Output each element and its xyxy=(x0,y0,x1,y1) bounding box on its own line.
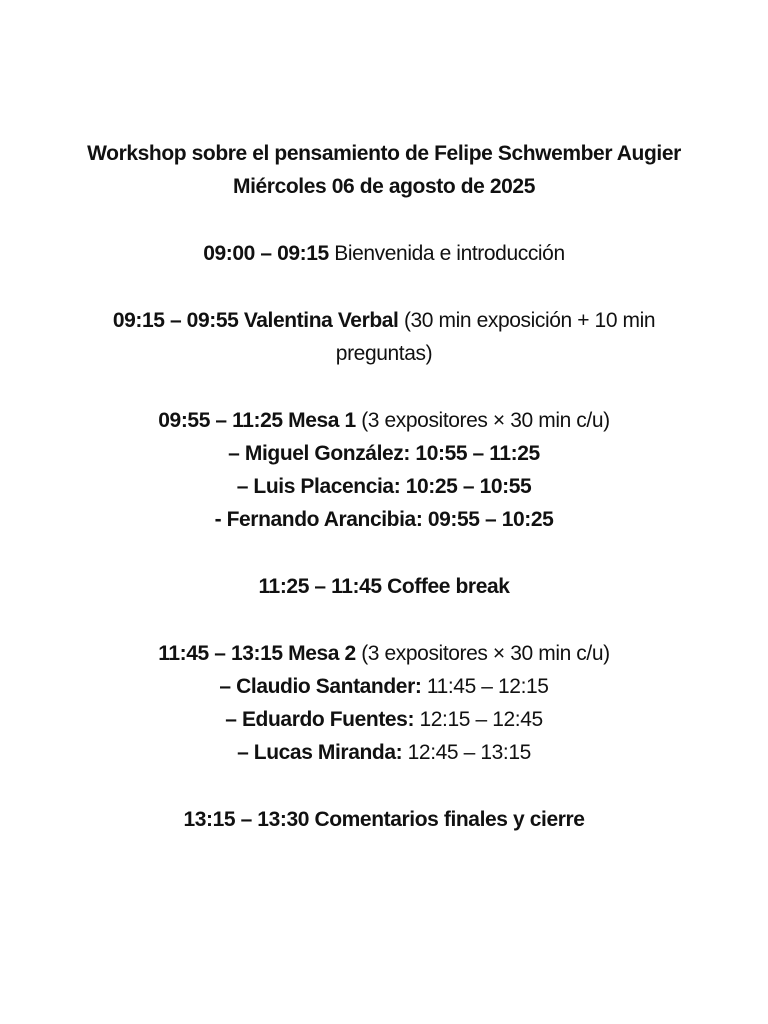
mesa2-heading-line xyxy=(0,637,768,670)
spacer xyxy=(0,203,768,237)
schedule-item-keynote xyxy=(64,304,704,370)
mesa1-detail: (3 expositores × 30 min c/u) xyxy=(361,409,610,432)
spacer xyxy=(0,536,768,570)
mesa1-speaker: - Fernando Arancibia: 09:55 – 10:25 xyxy=(214,508,554,531)
mesa2-speaker xyxy=(0,703,768,736)
mesa2-heading: 11:45 – 13:15 Mesa 2 xyxy=(158,642,356,665)
mesa1-heading: 09:55 – 11:25 Mesa 1 xyxy=(158,409,356,432)
speaker-name: – Eduardo Fuentes: xyxy=(225,708,415,731)
spacer xyxy=(0,603,768,637)
event-date: Miércoles 06 de agosto de 2025 xyxy=(233,175,535,198)
keynote-time-speaker: 09:15 – 09:55 Valentina Verbal xyxy=(112,309,399,332)
welcome-label: Bienvenida e introducción xyxy=(334,242,565,265)
mesa2-detail: (3 expositores × 30 min c/u) xyxy=(361,642,610,665)
schedule-item-welcome xyxy=(0,237,768,270)
coffee-break: 11:25 – 11:45 Coffee break xyxy=(258,575,510,598)
speaker-name: – Lucas Miranda: xyxy=(237,741,403,764)
document-title: Workshop sobre el pensamiento de Felipe Schwember Augier xyxy=(87,142,681,165)
spacer xyxy=(0,370,768,404)
mesa2-speaker xyxy=(0,670,768,703)
spacer xyxy=(0,270,768,304)
mesa1-speaker: – Luis Placencia: 10:25 – 10:55 xyxy=(236,475,532,498)
program-document xyxy=(0,137,768,836)
speaker-time: 12:45 – 13:15 xyxy=(407,741,531,764)
mesa1-heading-line xyxy=(0,404,768,437)
keynote-detail: (30 min exposición + 10 min preguntas) xyxy=(335,309,656,365)
closing-remarks: 13:15 – 13:30 Comentarios finales y cierre xyxy=(183,808,585,831)
mesa1-speaker: – Miguel González: 10:55 – 11:25 xyxy=(228,442,540,465)
mesa2-speaker xyxy=(0,736,768,769)
speaker-time: 12:15 – 12:45 xyxy=(419,708,543,731)
speaker-name: – Claudio Santander: xyxy=(219,675,422,698)
speaker-time: 11:45 – 12:15 xyxy=(426,675,549,698)
welcome-time: 09:00 – 09:15 xyxy=(203,242,329,265)
spacer xyxy=(0,769,768,803)
